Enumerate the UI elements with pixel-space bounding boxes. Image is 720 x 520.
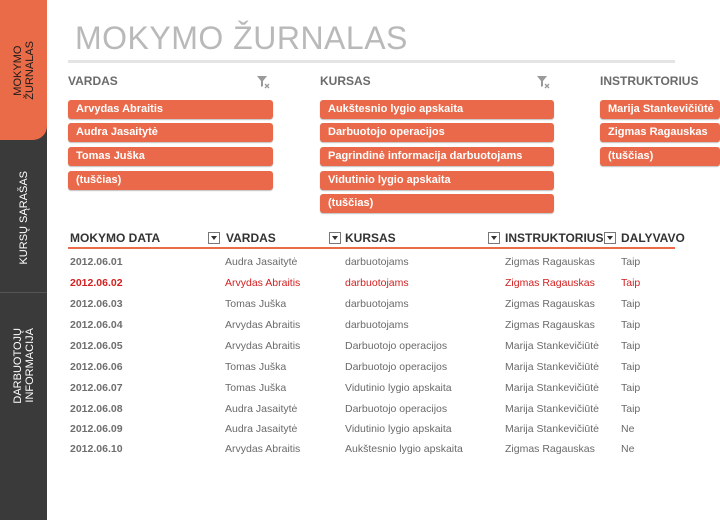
title-divider	[68, 60, 675, 63]
tab-mokymo-zurnalas[interactable]	[0, 0, 47, 140]
cell-course: Aukštesnio lygio apskaita	[345, 443, 463, 455]
cell-name: Arvydas Abraitis	[225, 277, 301, 289]
slicer-header: KURSAS	[320, 74, 554, 94]
cell-course: darbuotojams	[345, 298, 409, 310]
tab-darbuotoju-informacija-label: DARBUOTOJŲ INFORMACIJA	[11, 328, 36, 404]
slicer-instruktorius	[600, 74, 714, 162]
table-row[interactable]	[0, 357, 675, 378]
cell-course: darbuotojams	[345, 277, 409, 289]
slicer-item[interactable]: Audra Jasaitytė	[68, 123, 273, 142]
cell-date: 2012.06.03	[70, 298, 123, 310]
table-row[interactable]	[0, 419, 675, 440]
cell-attended: Taip	[621, 256, 641, 268]
filter-dropdown-button[interactable]	[604, 232, 616, 244]
clear-filter-icon[interactable]	[256, 75, 270, 89]
cell-name: Audra Jasaitytė	[225, 423, 298, 435]
page-title: MOKYMO ŽURNALAS	[75, 20, 408, 56]
cell-attended: Ne	[621, 443, 635, 455]
cell-instructor: Marija Stankevičiūtė	[505, 382, 599, 394]
cell-course: Vidutinio lygio apskaita	[345, 423, 452, 435]
cell-instructor: Marija Stankevičiūtė	[505, 423, 599, 435]
tab-mokymo-zurnalas-label: MOKYMO ŽURNALAS	[11, 40, 36, 100]
table-row[interactable]	[0, 273, 675, 294]
slicer-item[interactable]: Vidutinio lygio apskaita	[320, 171, 554, 190]
tab-kursu-sarasas-label: KURSŲ SĄRAŠAS	[17, 171, 30, 265]
header-divider	[68, 247, 675, 249]
cell-date: 2012.06.09	[70, 423, 123, 435]
cell-date: 2012.06.04	[70, 319, 123, 331]
cell-instructor: Zigmas Ragauskas	[505, 277, 595, 289]
cell-instructor: Zigmas Ragauskas	[505, 256, 595, 268]
cell-course: darbuotojams	[345, 319, 409, 331]
slicer-item[interactable]: (tuščias)	[600, 147, 720, 166]
cell-attended: Taip	[621, 361, 641, 373]
slicer-item[interactable]: Darbuotojo operacijos	[320, 123, 554, 142]
cell-date: 2012.06.07	[70, 382, 123, 394]
slicer-header: INSTRUKTORIUS	[600, 74, 699, 88]
cell-name: Arvydas Abraitis	[225, 319, 301, 331]
slicer-item[interactable]: Tomas Juška	[68, 147, 273, 166]
slicer-item[interactable]: (tuščias)	[68, 171, 273, 190]
slicer-kursas	[320, 74, 554, 209]
slicer-item[interactable]: Arvydas Abraitis	[68, 100, 273, 119]
cell-date: 2012.06.02	[70, 277, 123, 289]
slicer-item[interactable]: Aukštesnio lygio apskaita	[320, 100, 554, 119]
cell-course: Vidutinio lygio apskaita	[345, 382, 452, 394]
column-header-attended: DALYVAVO	[621, 231, 685, 245]
cell-name: Audra Jasaitytė	[225, 403, 298, 415]
slicer-item[interactable]: Zigmas Ragauskas	[600, 123, 720, 142]
cell-attended: Taip	[621, 382, 641, 394]
cell-instructor: Zigmas Ragauskas	[505, 319, 595, 331]
filter-dropdown-button[interactable]	[488, 232, 500, 244]
cell-instructor: Zigmas Ragauskas	[505, 443, 595, 455]
cell-date: 2012.06.06	[70, 361, 123, 373]
filter-dropdown-button[interactable]	[329, 232, 341, 244]
cell-attended: Taip	[621, 403, 641, 415]
slicer-item[interactable]: Pagrindinė informacija darbuotojams	[320, 147, 554, 166]
cell-attended: Taip	[621, 319, 641, 331]
cell-course: Darbuotojo operacijos	[345, 403, 448, 415]
cell-attended: Ne	[621, 423, 635, 435]
cell-date: 2012.06.10	[70, 443, 123, 455]
table-row[interactable]	[0, 378, 675, 399]
column-header-instructor: INSTRUKTORIUS	[505, 231, 604, 245]
column-header-name: VARDAS	[226, 231, 276, 245]
cell-date: 2012.06.05	[70, 340, 123, 352]
cell-course: Darbuotojo operacijos	[345, 340, 448, 352]
cell-course: Darbuotojo operacijos	[345, 361, 448, 373]
cell-attended: Taip	[621, 298, 641, 310]
slicer-header: VARDAS	[68, 74, 273, 94]
table-row[interactable]	[0, 294, 675, 315]
table-row[interactable]	[0, 315, 675, 336]
column-header-course: KURSAS	[345, 231, 396, 245]
cell-attended: Taip	[621, 340, 641, 352]
table-row[interactable]	[0, 439, 675, 460]
cell-name: Tomas Juška	[225, 361, 287, 373]
cell-instructor: Zigmas Ragauskas	[505, 298, 595, 310]
table-row[interactable]	[0, 252, 675, 273]
cell-name: Arvydas Abraitis	[225, 443, 301, 455]
cell-name: Tomas Juška	[225, 298, 287, 310]
table-row[interactable]	[0, 399, 675, 420]
column-header-date: MOKYMO DATA	[70, 231, 161, 245]
slicer-item[interactable]: (tuščias)	[320, 194, 554, 213]
slicer-item[interactable]: Marija Stankevičiūtė	[600, 100, 720, 119]
table-row[interactable]	[0, 336, 675, 357]
filter-dropdown-button[interactable]	[208, 232, 220, 244]
clear-filter-icon[interactable]	[536, 75, 550, 89]
cell-attended: Taip	[621, 277, 641, 289]
cell-name: Audra Jasaitytė	[225, 256, 298, 268]
cell-instructor: Marija Stankevičiūtė	[505, 340, 599, 352]
cell-name: Tomas Juška	[225, 382, 287, 394]
cell-date: 2012.06.01	[70, 256, 123, 268]
slicer-vardas	[68, 74, 273, 186]
cell-name: Arvydas Abraitis	[225, 340, 301, 352]
cell-course: darbuotojams	[345, 256, 409, 268]
cell-instructor: Marija Stankevičiūtė	[505, 361, 599, 373]
cell-date: 2012.06.08	[70, 403, 123, 415]
cell-instructor: Marija Stankevičiūtė	[505, 403, 599, 415]
